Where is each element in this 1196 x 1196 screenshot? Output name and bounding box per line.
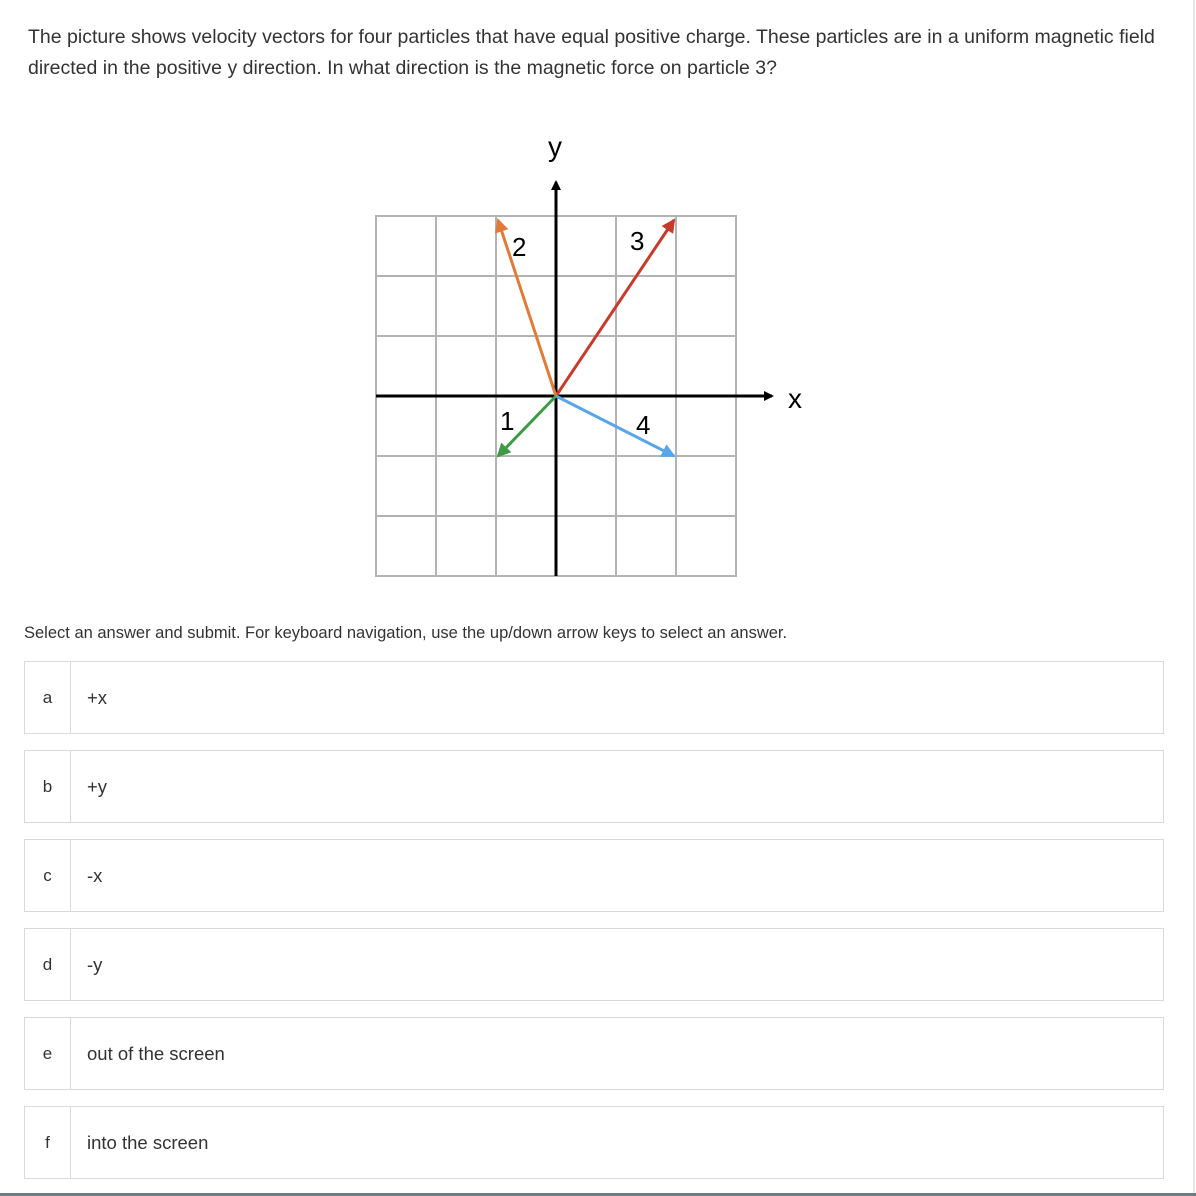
option-letter: a (25, 662, 71, 733)
option-text: -x (87, 864, 103, 886)
vector-diagram (360, 120, 820, 590)
option-a[interactable] (24, 661, 1164, 734)
option-f[interactable] (24, 1106, 1164, 1179)
question-text: The picture shows velocity vectors for four particles that have equal positive charge. These particles are in a uniform magnetic field directed in the positive y direction. In what direction is the magnetic force on particle 3? (28, 26, 1155, 79)
x-axis-label: x (788, 383, 802, 414)
option-c[interactable] (24, 839, 1164, 912)
vector-label-3: 3 (630, 226, 645, 256)
option-text: into the screen (87, 1131, 209, 1153)
vector-label-2: 2 (512, 232, 527, 262)
y-axis-label: y (548, 131, 562, 162)
vector-2-arrow (498, 220, 556, 396)
option-letter: f (25, 1107, 71, 1178)
option-b[interactable] (24, 750, 1164, 823)
option-e[interactable] (24, 1017, 1164, 1090)
option-text: -y (87, 953, 103, 975)
option-letter: b (25, 751, 71, 822)
option-d[interactable] (24, 928, 1164, 1001)
option-text: out of the screen (87, 1042, 225, 1064)
option-letter: c (25, 840, 71, 911)
option-text: +y (87, 775, 108, 797)
vector-label-1: 1 (500, 406, 515, 436)
answer-options (24, 661, 1164, 1195)
instructions-text: Select an answer and submit. For keyboard navigation, use the up/down arrow keys to select an answer. (24, 624, 788, 642)
option-text: +x (87, 686, 108, 708)
scroll-edge (1193, 0, 1195, 1196)
option-letter: d (25, 929, 71, 1000)
vector-label-4: 4 (636, 410, 651, 440)
option-letter: e (25, 1018, 71, 1089)
